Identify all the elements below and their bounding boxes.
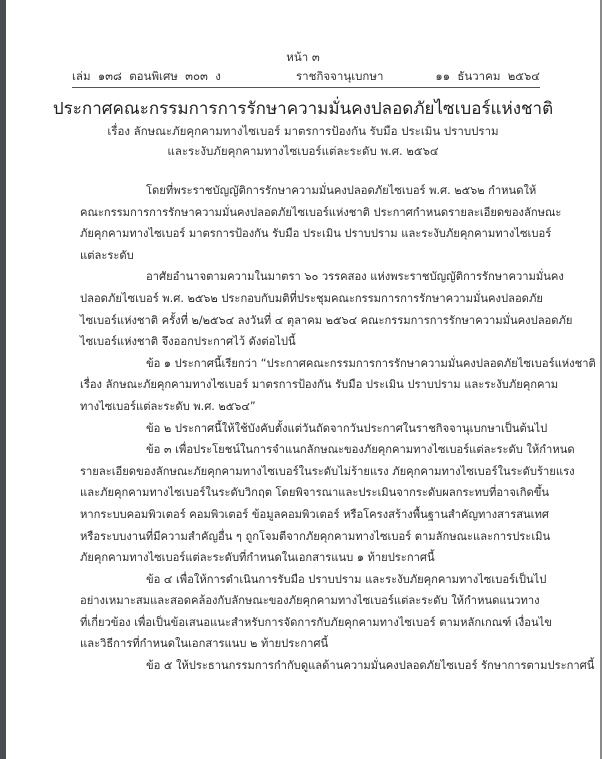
text-line: โดยที่พระราชบัญญัติการรักษาความมั่นคงปลอดภัยไซเบอร์ พ.ศ. ๒๕๖๒ กำหนดให้	[146, 184, 537, 197]
text-line: อาศัยอำนาจตามความในมาตรา ๖๐ วรรคสอง แห่งพระราชบัญญัติการรักษาความมั่นคง	[146, 270, 564, 284]
authority-paragraph	[80, 266, 573, 352]
text-line: ข้อ ๑ ประกาศนี้เรียกว่า “ประกาศคณะกรรมการการรักษาความมั่นคงปลอดภัยไซเบอร์แห่งชาติ	[146, 356, 596, 370]
text-line: ภัยคุกคามทางไซเบอร์ มาตรการป้องกัน รับมือ ประเมิน ปราบปราม และระงับภัยคุกคามทางไซเบอร์	[80, 227, 552, 241]
text-line: ภัยคุกคามทางไซเบอร์แต่ละระดับที่กำหนดในเอกสารแนบ ๑ ท้ายประกาศนี้	[80, 551, 435, 565]
announcement-title: ประกาศคณะกรรมการการรักษาความมั่นคงปลอดภัยไซเบอร์แห่งชาติ	[52, 99, 554, 119]
text-line: ปลอดภัยไซเบอร์ พ.ศ. ๒๕๖๒ ประกอบกับมติที่ประชุมคณะกรรมการการรักษาความมั่นคงปลอดภัย	[80, 291, 543, 305]
text-line: ข้อ ๕ ให้ประธานกรรมการกำกับดูแลด้านความมั่นคงปลอดภัยไซเบอร์ รักษาการตามประกาศนี้	[146, 659, 595, 673]
gazette-volume: เล่ม ๑๓๘ ตอนพิเศษ ๓๐๓ ง	[72, 69, 221, 83]
text-line: และภัยคุกคามทางไซเบอร์ในระดับวิกฤต โดยพิจารณาและประเมินจากระดับผลกระทบที่อาจเกิดขึ้น	[80, 486, 550, 500]
text-line: เรื่อง ลักษณะภัยคุกคามทางไซเบอร์ มาตรการป้องกัน รับมือ ประเมิน ปราบปราม และระงับภัยคุกคาม	[80, 378, 559, 392]
text-line: ไซเบอร์แห่งชาติ ครั้งที่ ๒/๒๕๖๔ ลงวันที่ ๔ ตุลาคม ๒๕๖๔ คณะกรรมการการรักษาความมั่นคงปลอดภัย	[80, 313, 573, 327]
text-line: แต่ละระดับ	[80, 248, 134, 262]
announcement-subject-line-2: และระงับภัยคุกคามทางไซเบอร์แต่ละระดับ พ.ศ. ๒๕๖๔	[167, 144, 439, 158]
clause-4	[80, 569, 552, 655]
clause-5	[80, 655, 595, 677]
preamble-paragraph	[80, 180, 562, 266]
gazette-publication: ราชกิจจานุเบกษา	[296, 69, 384, 83]
header-divider	[72, 87, 540, 88]
text-line: ข้อ ๓ เพื่อประโยชน์ในการจำแนกลักษณะของภัยคุกคามทางไซเบอร์แต่ละระดับ ให้กำหนด	[146, 443, 575, 457]
text-line: ข้อ ๔ เพื่อให้การดำเนินการรับมือ ปราบปราม และระงับภัยคุกคามทางไซเบอร์เป็นไป	[146, 572, 547, 586]
announcement-body	[80, 180, 596, 677]
text-line: หรือระบบงานที่มีความสำคัญอื่น ๆ ถูกโจมตีจากภัยคุกคามทางไซเบอร์ ตามลักษณะและการประเมิน	[80, 529, 551, 543]
gazette-header	[72, 68, 540, 84]
page-number: หน้า ๓	[286, 50, 320, 64]
text-line: ทางไซเบอร์แต่ละระดับ พ.ศ. ๒๕๖๔”	[80, 399, 256, 413]
clause-2	[80, 418, 548, 440]
text-line: ข้อ ๒ ประกาศนี้ให้ใช้บังคับตั้งแต่วันถัดจากวันประกาศในราชกิจจานุเบกษาเป็นต้นไป	[146, 421, 548, 435]
announcement-subject-line-1: เรื่อง ลักษณะภัยคุกคามทางไซเบอร์ มาตรการป้องกัน รับมือ ประเมิน ปราบปราม	[107, 124, 499, 138]
text-line: คณะกรรมการการรักษาความมั่นคงปลอดภัยไซเบอร์แห่งชาติ ประกาศกำหนดรายละเอียดของลักษณะ	[80, 205, 562, 219]
gazette-date: ๑๑ ธันวาคม ๒๕๖๔	[435, 69, 540, 83]
text-line: หากระบบคอมพิวเตอร์ คอมพิวเตอร์ ข้อมูลคอมพิวเตอร์ หรือโครงสร้างพื้นฐานสำคัญทางสารสนเทศ	[80, 507, 549, 521]
text-line: ไซเบอร์แห่งชาติ จึงออกประกาศไว้ ดังต่อไปนี้	[80, 335, 296, 349]
document-page	[6, 0, 600, 759]
text-line: และวิธีการที่กำหนดในเอกสารแนบ ๒ ท้ายประกาศนี้	[80, 637, 329, 651]
text-line: รายละเอียดของลักษณะภัยคุกคามทางไซเบอร์ในระดับไม่ร้ายแรง ภัยคุกคามทางไซเบอร์ในระดับร้ายแรง	[80, 464, 575, 478]
clause-1	[80, 353, 596, 418]
text-line: อย่างเหมาะสมและสอดคล้องกับลักษณะของภัยคุกคามทางไซเบอร์แต่ละระดับ ให้กำหนดแนวทาง	[80, 594, 540, 608]
clause-3	[80, 439, 575, 569]
text-line: ที่เกี่ยวข้อง เพื่อเป็นข้อเสนอแนะสำหรับการจัดการกับภัยคุกคามทางไซเบอร์ ตามหลักเกณฑ์ เงื่อนไข	[80, 615, 552, 629]
